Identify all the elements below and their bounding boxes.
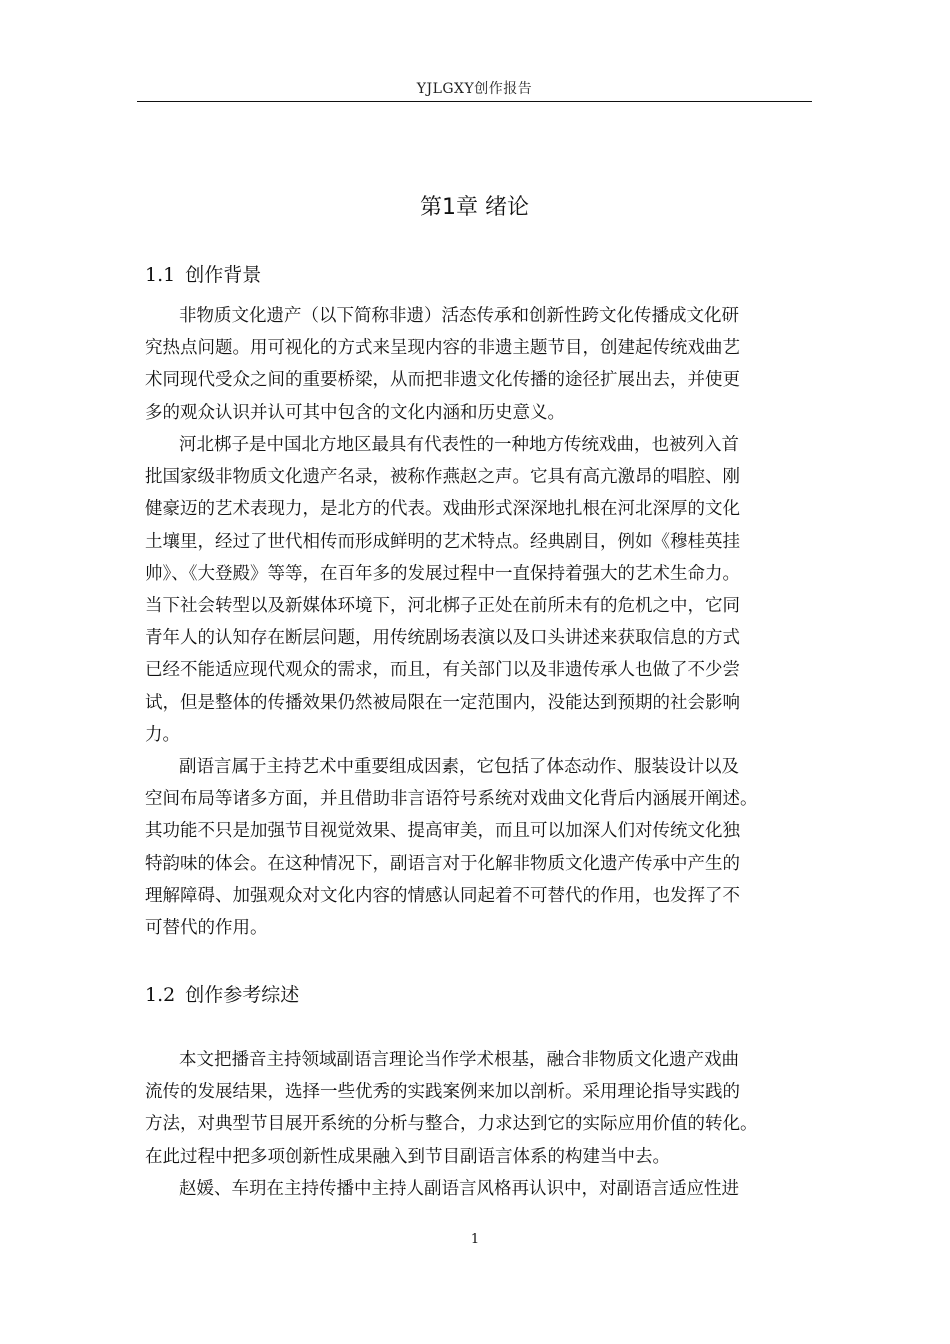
section-number: 1.2 <box>145 984 176 1006</box>
text-line: 流传的发展结果，选择一些优秀的实践案例来加以剖析。采用理论指导实践的 <box>145 1082 740 1103</box>
paragraph <box>145 1173 801 1205</box>
text-line: 试，但是整体的传播效果仍然被局限在一定范围内，没能达到预期的社会影响 <box>145 692 740 713</box>
text-line: 青年人的认知存在断层问题，用传统剧场表演以及口头讲述来获取信息的方式 <box>145 628 740 649</box>
text-line: 副语言属于主持艺术中重要组成因素，它包括了体态动作、服装设计以及 <box>179 757 739 777</box>
text-line: 批国家级非物质文化遗产名录，被称作燕赵之声。它具有高亢激昂的唱腔、刚 <box>145 467 740 488</box>
text-line: 河北梆子是中国北方地区最具有代表性的一种地方传统戏曲，也被列入首 <box>179 435 739 455</box>
section-title-text: 创作参考综述 <box>185 984 300 1006</box>
section-title-text: 创作背景 <box>185 264 262 286</box>
text-line: 究热点问题。用可视化的方式来呈现内容的非遗主题节目，创建起传统戏曲艺 <box>145 338 740 359</box>
section-heading-1-1 <box>145 260 261 287</box>
text-line: 特韵味的体会。在这种情况下，副语言对于化解非物质文化遗产传承中产生的 <box>145 853 740 874</box>
text-line: 非物质文化遗产（以下简称非遗）活态传承和创新性跨文化传播成文化研 <box>179 306 739 326</box>
text-line: 术同现代受众之间的重要桥梁，从而把非遗文化传播的途径扩展出去，并使更 <box>145 370 740 391</box>
paragraph <box>145 300 801 429</box>
paragraph <box>145 429 801 751</box>
text-line: 力。 <box>145 724 180 745</box>
chapter-title: 第1章 绪论 <box>420 195 529 220</box>
header-rule <box>137 101 812 102</box>
paragraph <box>145 751 801 944</box>
text-line: 空间布局等诸多方面，并且借助非言语符号系统对戏曲文化背后内涵展开阐述。 <box>145 789 758 810</box>
text-line: 多的观众认识并认可其中包含的文化内涵和历史意义。 <box>145 402 565 423</box>
text-line: 健豪迈的艺术表现力，是北方的代表。戏曲形式深深地扎根在河北深厚的文化 <box>145 499 740 520</box>
text-line: 理解障碍、加强观众对文化内容的情感认同起着不可替代的作用，也发挥了不 <box>145 885 740 906</box>
text-line: 帅》、《大登殿》等等，在百年多的发展过程中一直保持着强大的艺术生命力。 <box>145 563 740 584</box>
text-line: 当下社会转型以及新媒体环境下，河北梆子正处在前所未有的危机之中，它同 <box>145 596 740 617</box>
section-number: 1.1 <box>145 264 176 286</box>
text-line: 在此过程中把多项创新性成果融入到节目副语言体系的构建当中去。 <box>145 1146 670 1167</box>
paragraph <box>145 1044 801 1173</box>
section-heading-1-2 <box>145 980 299 1007</box>
running-header: YJLGXY创作报告 <box>416 81 533 97</box>
page-number: 1 <box>470 1232 480 1247</box>
text-line: 已经不能适应现代观众的需求，而且，有关部门以及非遗传承人也做了不少尝 <box>145 660 740 681</box>
text-line: 方法，对典型节目展开系统的分析与整合，力求达到它的实际应用价值的转化。 <box>145 1114 758 1135</box>
text-line: 赵媛、车玥在主持传播中主持人副语言风格再认识中，对副语言适应性进 <box>179 1179 739 1199</box>
text-line: 本文把播音主持领域副语言理论当作学术根基，融合非物质文化遗产戏曲 <box>179 1050 739 1070</box>
text-line: 其功能不只是加强节目视觉效果、提高审美，而且可以加深人们对传统文化独 <box>145 821 740 842</box>
text-line: 土壤里，经过了世代相传而形成鲜明的艺术特点。经典剧目，例如《穆桂英挂 <box>145 531 740 552</box>
text-line: 可替代的作用。 <box>145 918 268 939</box>
